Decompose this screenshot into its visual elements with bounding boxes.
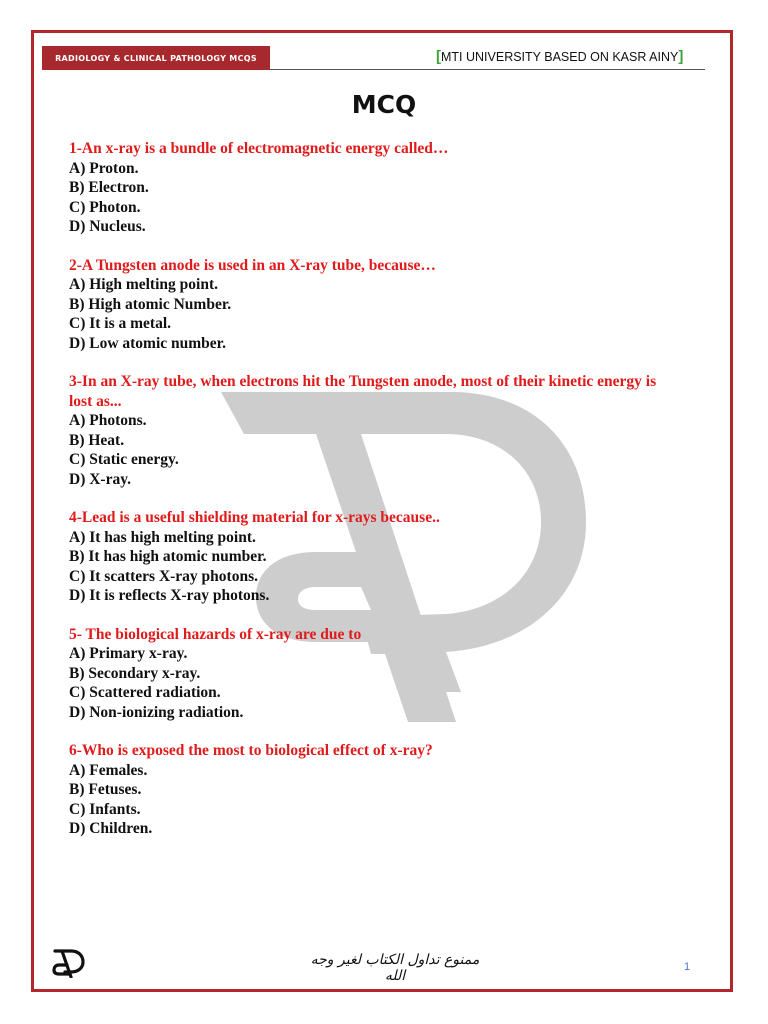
header-university [436,48,683,65]
option-b: B) High atomic Number. [69,295,232,313]
option-b: B) It has high atomic number. [69,548,267,565]
header-bracket-close: ] [678,48,684,65]
header-badge [42,46,270,70]
option-d: D) Nucleus. [69,218,146,235]
question-stem: 1-An x-ray is a bundle of electromagnetic energy called… [69,140,449,157]
question-stem: 3-In an X-ray tube, when electrons hit the Tungsten anode, most of their kinetic energy is lost as... [69,373,657,410]
header-university-text: MTI UNIVERSITY BASED ON KASR AINY [441,50,679,64]
option-b: B) Electron. [69,179,149,196]
header-rule [270,69,705,70]
question-stem: 2-A Tungsten anode is used in an X-ray tube, because… [69,256,436,274]
page-number: 1 [684,961,691,973]
question-1 [69,139,669,237]
question-stem: 5- The biological hazards of x-ray are due to [69,625,362,643]
option-d: D) Children. [69,820,153,837]
option-a: A) Proton. [69,159,139,177]
option-c: C) It scatters X-ray photons. [69,567,258,585]
option-b: B) Secondary x-ray. [69,664,201,682]
question-3 [69,372,669,489]
option-a: A) High melting point. [69,276,218,293]
option-d: D) It is reflects X-ray photons. [69,587,270,604]
option-c: C) Scattered radiation. [69,684,221,701]
option-a: A) Females. [69,761,148,779]
option-a: A) Photons. [69,412,147,429]
header-bracket-open: [ [436,48,441,65]
question-stem: 4-Lead is a useful shielding material for x-rays because.. [69,509,440,526]
option-b: B) Heat. [69,431,125,449]
footer-logo-icon [51,948,85,978]
question-6 [69,741,669,839]
option-d: D) Low atomic number. [69,334,227,352]
question-5 [69,625,669,723]
option-d: D) X-ray. [69,470,131,488]
page-title: MCQ [351,90,417,119]
option-b: B) Fetuses. [69,781,142,798]
option-c: C) It is a metal. [69,315,172,332]
option-c: C) Static energy. [69,451,179,468]
question-2 [69,256,669,354]
option-a: A) Primary x-ray. [69,645,188,662]
header-badge-text: RADIOLOGY & CLINICAL PATHOLOGY MCQS [55,53,257,63]
footer-arabic-note: ممنوع تداول الكتاب لغير وجه الله [310,952,480,984]
option-a: A) It has high melting point. [69,528,256,546]
option-c: C) Photon. [69,198,141,216]
question-list [69,139,669,858]
option-d: D) Non-ionizing radiation. [69,703,244,721]
option-c: C) Infants. [69,800,141,818]
question-stem: 6-Who is exposed the most to biological effect of x-ray? [69,742,433,759]
question-4 [69,508,669,606]
